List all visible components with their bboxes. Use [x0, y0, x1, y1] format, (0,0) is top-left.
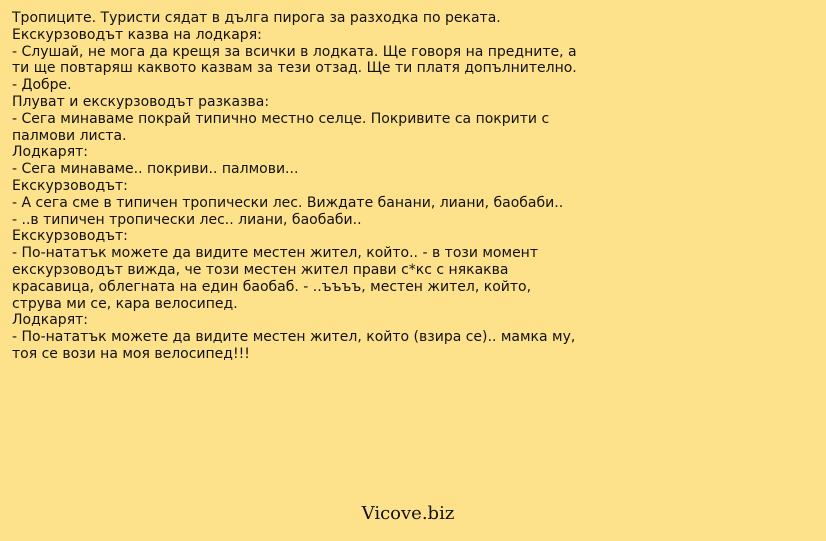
joke-line: Екскурзоводът:	[12, 228, 128, 245]
joke-line: - А сега сме в типичен тропически лес. Виждате банани, лиани, баобаби..	[12, 194, 564, 211]
joke-line: - Слушай, не мога да крещя за всички в лодката. Ще говоря на предните, а ти ще повтаряш каквото казвам за тези отзад. Ще ти платя допълнително.	[12, 43, 577, 77]
joke-line: Екскурзоводът казва на лодкаря:	[12, 26, 262, 43]
joke-line: Плуват и екскурзоводът разказва:	[12, 93, 270, 110]
joke-text	[12, 10, 584, 363]
joke-line: - По-нататък можете да видите местен жител, който (взира се).. мамка му, тоя се вози на моя велосипед!!!	[12, 329, 576, 362]
joke-line: - Сега минаваме покрай типично местно селце. Покривите са покрити с палмови листа.	[12, 110, 550, 144]
joke-line: - ..в типичен тропически лес.. лиани, баобаби..	[12, 211, 362, 228]
joke-line: Тропиците. Туристи сядат в дълга пирога за разходка по реката.	[12, 10, 501, 26]
joke-line: Лодкарят:	[12, 144, 88, 161]
site-name: Vicove.biz	[361, 503, 455, 524]
joke-line: - По-нататък можете да видите местен жител, който.. - в този момент екскурзоводът вижда, че този местен жител прави с*кс с някаква красавица, облегната на един баобаб. - ..ъъъъ, местен жител, който, струва ми се, кара велосипед.	[12, 245, 538, 312]
joke-line: Екскурзоводът:	[12, 177, 128, 194]
joke-line: Лодкарят:	[12, 312, 88, 329]
joke-line: - Сега минаваме.. покриви.. палмови...	[12, 161, 299, 178]
joke-line: - Добре.	[12, 77, 72, 94]
